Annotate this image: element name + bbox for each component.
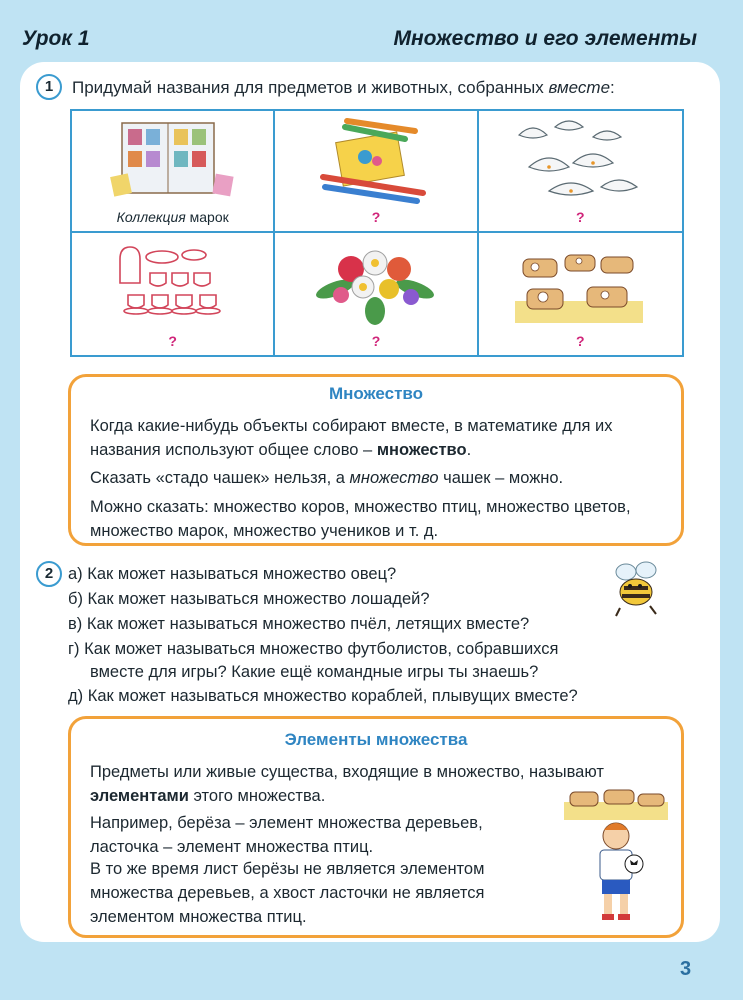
cell-question: ? [371,333,381,349]
definition-paragraph-1: Когда какие-нибудь объекты собирают вместе, в математике для их названия используют общее слово – множество. [90,417,613,459]
flying-geese-icon [509,117,649,205]
cell-birds [479,111,682,233]
definition-paragraph-3: Можно сказать: множество коров, множество птиц, множество цветов, множество марок, множество учеников и т. д. [90,498,631,540]
cell-cows [479,233,682,355]
lesson-topic: Множество и его элементы [393,27,697,50]
bee-icon [606,558,668,618]
cell-stamps [72,111,275,233]
lesson-label: Урок 1 [22,27,90,50]
stamps-album-icon [102,117,242,205]
definition-title: Множество [328,384,424,403]
task-1-text: Придумай названия для предметов и животных, собранных вместе: [72,78,615,97]
page-number: 3 [680,958,692,980]
task-2-line-d-cont: вместе для игры? Какие ещё командные игры ты знаешь? [90,663,539,681]
cell-flowers [275,233,478,355]
boy-with-ball-icon [560,788,672,922]
task-2-line-d: г) Как может называться множество футболистов, собравшихся [68,640,559,658]
elements-paragraph-1: Предметы или живые существа, входящие в множество, называют элементами этого множества. [90,763,604,805]
pencils-icon [305,117,445,205]
cell-caption: Коллекция марок [116,209,229,225]
cows-herd-icon [509,239,649,327]
cell-pencils [275,111,478,233]
elements-paragraph-2: Например, берёза – элемент множества деревьев, ласточка – элемент множества птиц. [90,814,483,856]
definition-paragraph-2: Сказать «стадо чашек» нельзя, а множество чашек – можно. [90,469,564,487]
task-2-line-b: б) Как может называться множество лошадей? [68,590,430,608]
lesson-header [0,23,743,59]
cell-question: ? [371,209,381,225]
task-2-line-a: а) Как может называться множество овец? [68,565,397,583]
elements-paragraph-3: В то же время лист берёзы не является элементом множества деревьев, а хвост ласточки не является элементом множества птиц. [90,860,485,926]
task-1-number: 1 [36,74,62,100]
cell-tea-set [72,233,275,355]
flower-bouquet-icon [305,239,445,327]
picture-grid [70,109,684,357]
task-2-line-e: д) Как может называться множество кораблей, плывущих вместе? [68,687,578,705]
task-2-number: 2 [36,561,62,587]
cell-question: ? [576,333,585,349]
task-2-line-c: в) Как может называться множество пчёл, летящих вместе? [68,615,530,633]
cell-question: ? [576,209,585,225]
cell-question: ? [168,333,177,349]
elements-title: Элементы множества [284,730,468,749]
tea-set-icon [102,239,242,327]
